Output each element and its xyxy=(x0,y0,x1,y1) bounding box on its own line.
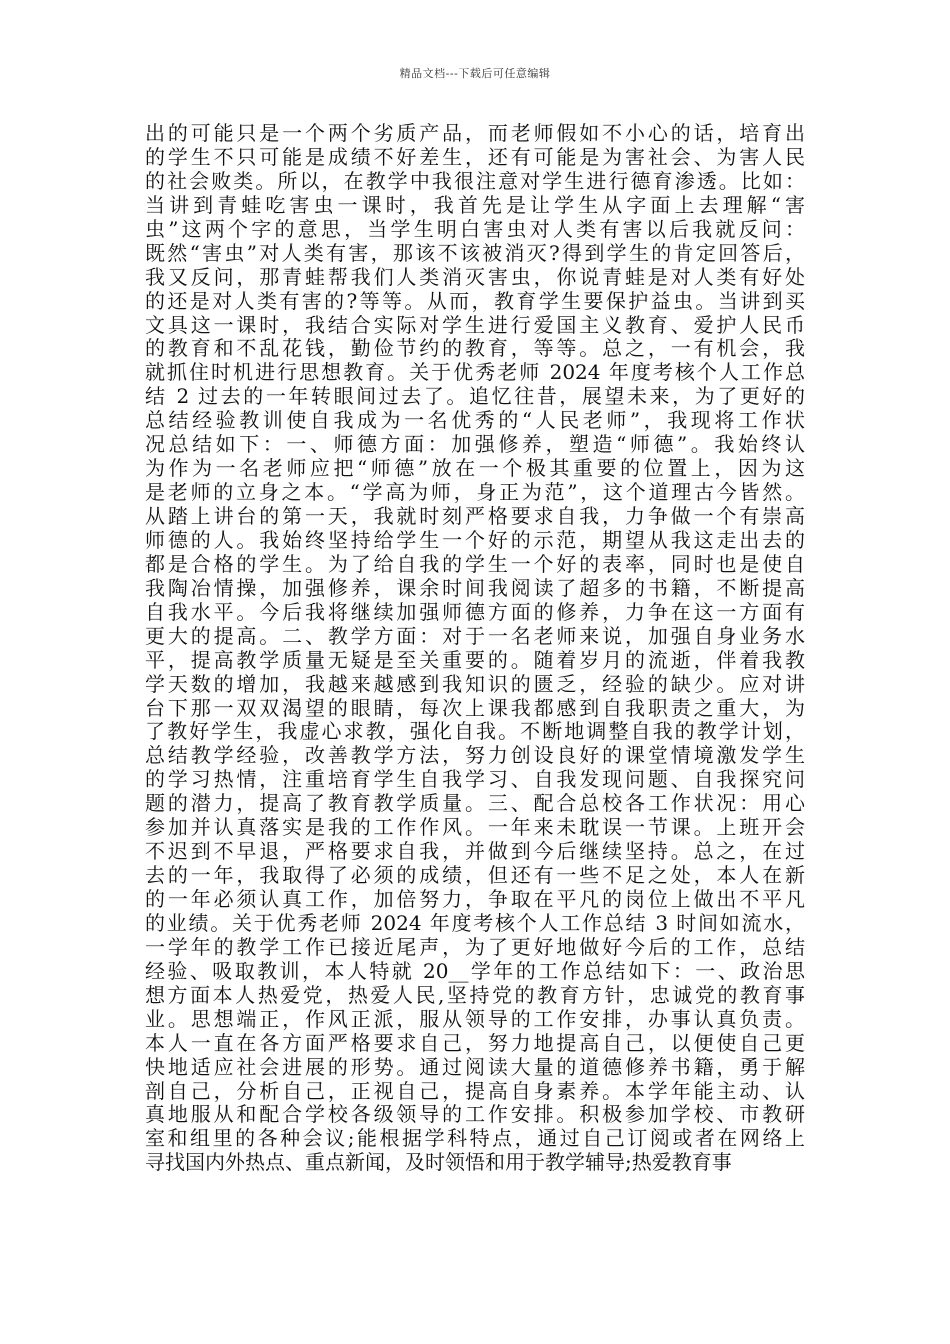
text-line: 就抓住时机进行思想教育。关于优秀老师 2024 年度考核个人工作总 xyxy=(145,361,805,385)
text-line: 我又反问，那青蛙帮我们人类消灭害虫，你说青蛙是对人类有好处 xyxy=(145,265,805,289)
text-line: 业。思想端正，作风正派，服从领导的工作安排，办事认真负责。 xyxy=(145,1007,805,1031)
text-line: 想方面本人热爱党，热爱人民,坚持党的教育方针，忠诚党的教育事 xyxy=(145,983,805,1007)
text-line: 的一年必须认真工作，加倍努力，争取在平凡的岗位上做出不平凡 xyxy=(145,888,805,911)
text-line: 去的一年，我取得了必须的成绩，但还有一些不足之处，本人在新 xyxy=(145,864,805,888)
text-line: 的教育和不乱花钱，勤俭节约的教育，等等。总之，一有机会，我 xyxy=(145,337,805,361)
text-line: 寻找国内外热点、重点新闻，及时领悟和用于教学辅导;热爱教育事 xyxy=(145,1151,732,1175)
text-line: 况总结如下：一、师德方面：加强修养，塑造“师德”。我始终认 xyxy=(145,433,805,457)
text-line: 从踏上讲台的第一天，我就时刻严格要求自我，力争做一个有崇高 xyxy=(145,505,805,528)
text-line: 我陶冶情操，加强修养，课余时间我阅读了超多的书籍，不断提高 xyxy=(145,576,805,600)
text-line: 题的潜力，提高了教育教学质量。三、配合总校各工作状况：用心 xyxy=(145,792,805,816)
text-line: 结 2 过去的一年转眼间过去了。追忆往昔，展望未来，为了更好的 xyxy=(145,385,805,409)
text-line: 真地服从和配合学校各级领导的工作安排。积极参加学校、市教研 xyxy=(145,1103,805,1127)
text-line: 不迟到不早退，严格要求自我，并做到今后继续坚持。总之，在过 xyxy=(145,840,805,864)
text-line: 剖自己，分析自己，正视自己，提高自身素养。本学年能主动、认 xyxy=(145,1079,805,1103)
text-line: 既然“害虫”对人类有害，那该不该被消灭?得到学生的肯定回答后， xyxy=(145,241,805,265)
text-line: 当讲到青蛙吃害虫一课时，我首先是让学生从字面上去理解“害 xyxy=(145,193,805,217)
text-line: 文具这一课时，我结合实际对学生进行爱国主义教育、爱护人民币 xyxy=(145,313,805,337)
text-line: 的还是对人类有害的?等等。从而，教育学生要保护益虫。当讲到买 xyxy=(145,289,805,313)
text-line: 平，提高教学质量无疑是至关重要的。随着岁月的流逝，伴着我教 xyxy=(145,648,805,672)
text-line: 室和组里的各种会议;能根据学科特点，通过自己订阅或者在网络上 xyxy=(145,1127,805,1151)
text-line: 更大的提高。二、教学方面：对于一名老师来说，加强自身业务水 xyxy=(145,624,805,648)
text-line: 的业绩。关于优秀老师 2024 年度考核个人工作总结 3 时间如流水， xyxy=(145,911,805,935)
page-header-note: 精品文档---下载后可任意编辑 xyxy=(399,67,551,80)
text-line: 参加并认真落实是我的工作作风。一年来未耽误一节课。上班开会 xyxy=(145,816,805,840)
text-line: 为作为一名老师应把“师德”放在一个极其重要的位置上，因为这 xyxy=(145,457,805,481)
text-line: 一学年的教学工作已接近尾声，为了更好地做好今后的工作，总结 xyxy=(145,935,805,959)
text-line: 都是合格的学生。为了给自我的学生一个好的表率，同时也是使自 xyxy=(145,552,805,576)
text-line: 的社会败类。所以，在教学中我很注意对学生进行德育渗透。比如： xyxy=(145,169,805,193)
document-body xyxy=(145,122,805,1175)
text-line: 台下那一双双渴望的眼睛，每次上课我都感到自我职责之重大，为 xyxy=(145,696,805,720)
text-line: 的学生不只可能是成绩不好差生，还有可能是为害社会、为害人民 xyxy=(145,145,805,169)
text-line: 是老师的立身之本。“学高为师，身正为范”，这个道理古今皆然。 xyxy=(145,481,805,505)
text-line: 总结经验教训使自我成为一名优秀的“人民老师”，我现将工作状 xyxy=(145,409,805,433)
text-line: 师德的人。我始终坚持给学生一个好的示范，期望从我这走出去的 xyxy=(145,528,805,552)
text-line: 的学习热情，注重培育学生自我学习、自我发现问题、自我探究问 xyxy=(145,768,805,792)
text-line: 快地适应社会进展的形势。通过阅读大量的道德修养书籍，勇于解 xyxy=(145,1055,805,1079)
text-line: 本人一直在各方面严格要求自己，努力地提高自己，以便使自己更 xyxy=(145,1031,805,1055)
text-line: 虫”这两个字的意思，当学生明白害虫对人类有害以后我就反问： xyxy=(145,217,805,241)
text-line: 经验、吸取教训，本人特就 20__学年的工作总结如下：一、政治思 xyxy=(145,959,805,983)
text-line: 了教好学生，我虚心求教，强化自我。不断地调整自我的教学计划， xyxy=(145,720,805,744)
text-line: 学天数的增加，我越来越感到我知识的匮乏，经验的缺少。应对讲 xyxy=(145,672,805,696)
text-line: 总结教学经验，改善教学方法，努力创设良好的课堂情境激发学生 xyxy=(145,744,805,768)
text-line: 自我水平。今后我将继续加强师德方面的修养，力争在这一方面有 xyxy=(145,600,805,624)
text-line: 出的可能只是一个两个劣质产品，而老师假如不小心的话，培育出 xyxy=(145,122,805,145)
